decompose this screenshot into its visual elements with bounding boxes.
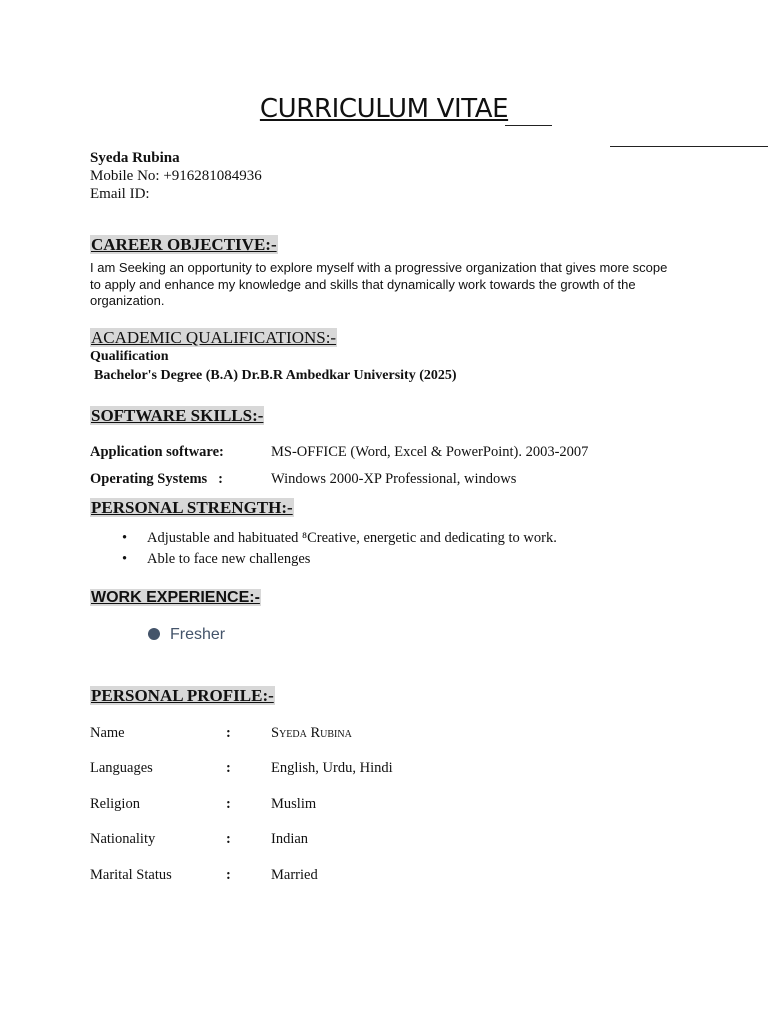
work-heading: WORK EXPERIENCE:-: [91, 589, 260, 606]
profile-separator: :: [226, 867, 231, 883]
profile-value-nationality: Indian: [271, 831, 309, 847]
bullet-marker: •: [122, 551, 128, 567]
work-item: [148, 626, 225, 644]
horizontal-rule: [610, 146, 768, 147]
bullet-marker: •: [122, 530, 128, 546]
email-id: Email ID:: [90, 186, 150, 202]
bullet-dot-icon: [148, 628, 160, 640]
qualification-label: Qualification: [90, 349, 169, 364]
operating-systems-value: Windows 2000-XP Professional, windows: [271, 471, 517, 487]
strength-list: [122, 528, 557, 570]
profile-value-marital-status: Married: [271, 867, 318, 883]
profile-label-name: Name: [90, 725, 125, 741]
work-section: [90, 588, 261, 608]
list-item: [122, 528, 557, 549]
profile-separator: :: [226, 760, 231, 776]
work-item-text: Fresher: [170, 626, 226, 643]
profile-section: [90, 686, 275, 706]
profile-label-religion: Religion: [90, 796, 140, 812]
strength-item-text: Adjustable and habituated ⁸Creative, energetic and dedicating to work.: [147, 530, 557, 546]
career-objective-text: I am Seeking an opportunity to explore myself with a progressive organization that gives more scope to apply and enhance my knowledge and skills that dynamically work towards the growth of the organization.: [90, 260, 668, 308]
profile-label-marital-status: Marital Status: [90, 867, 172, 883]
strength-heading: PERSONAL STRENGTH:-: [91, 498, 293, 517]
profile-separator: :: [226, 725, 231, 741]
academic-section: [90, 328, 337, 348]
list-item: [122, 549, 557, 570]
candidate-name: Syeda Rubina: [90, 150, 180, 166]
application-software-label: Application software:: [90, 444, 224, 460]
profile-value-religion: Muslim: [271, 796, 317, 812]
career-objective-section: [90, 235, 278, 255]
document-title: CURRICULUM VITAE: [259, 94, 509, 124]
contact-block: [90, 149, 262, 203]
profile-label-languages: Languages: [90, 760, 153, 776]
profile-separator: :: [226, 831, 231, 847]
operating-systems-label: Operating Systems :: [90, 471, 223, 487]
degree-line: Bachelor's Degree (B.A) Dr.B.R Ambedkar University (2025): [94, 368, 457, 383]
career-objective-heading: CAREER OBJECTIVE:-: [91, 235, 277, 254]
strength-item-text: Able to face new challenges: [147, 551, 311, 567]
academic-heading: ACADEMIC QUALIFICATIONS:-: [91, 328, 337, 347]
mobile-number: Mobile No: +916281084936: [90, 168, 262, 184]
title-underline-extension: [505, 125, 552, 126]
profile-value-name: Syeda Rubina: [271, 725, 352, 741]
application-software-value: MS-OFFICE (Word, Excel & PowerPoint). 2003-2007: [271, 444, 589, 460]
profile-value-languages: English, Urdu, Hindi: [271, 760, 393, 776]
software-heading: SOFTWARE SKILLS:-: [91, 406, 264, 425]
profile-label-nationality: Nationality: [90, 831, 156, 847]
profile-heading: PERSONAL PROFILE:-: [91, 686, 274, 705]
software-section: [90, 406, 264, 426]
profile-separator: :: [226, 796, 231, 812]
strength-section: [90, 498, 294, 518]
